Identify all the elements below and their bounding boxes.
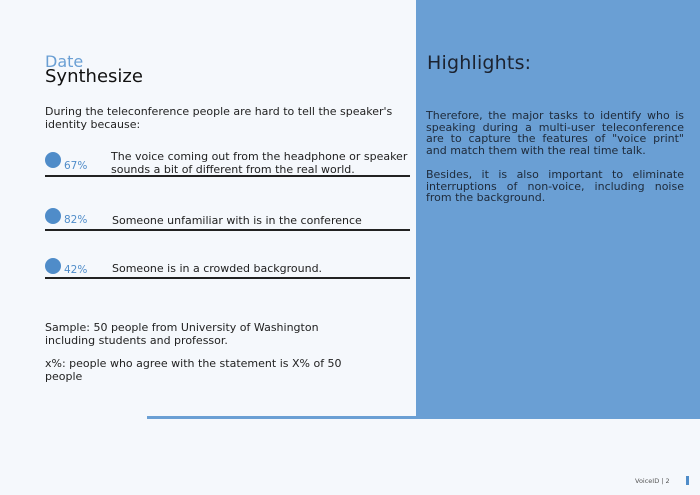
stat-divider <box>45 277 410 279</box>
stat-dot-icon <box>45 152 61 168</box>
stat-percent: 82% <box>64 214 88 226</box>
highlights-paragraph-1: Therefore, the major tasks to identify who is speaking during a multi-user teleconference are to capture the features of "voice print" and match them with the real time talk. <box>426 109 684 157</box>
bottom-accent-line <box>147 416 700 419</box>
stat-text: Someone unfamiliar with is in the conference <box>112 214 362 227</box>
legend-note: x%: people who agree with the statement is X% of 50 people <box>45 357 342 383</box>
sample-text: Sample: 50 people from University of Washington including students and professor. <box>45 321 319 347</box>
stat-divider <box>45 175 410 177</box>
stat-text: Someone is in a crowded background. <box>112 262 323 275</box>
footer-marker-icon <box>686 476 689 485</box>
highlights-title: Highlights: <box>427 52 532 74</box>
title-date: Date <box>45 52 84 71</box>
intro-text: During the teleconference people are hard to tell the speaker's identity because: <box>45 105 393 131</box>
title-synthesize: Synthesize <box>45 66 143 87</box>
stat-dot-icon <box>45 208 61 224</box>
footer-page-label: VoiceID | 2 <box>635 477 670 485</box>
highlights-paragraph-2: Besides, it is also important to eliminate interruptions of non-voice, including noise from the background. <box>426 168 684 204</box>
stat-text: The voice coming out from the headphone or speaker sounds a bit of different from the real world. <box>111 150 408 176</box>
stat-divider <box>45 229 410 231</box>
stat-percent: 42% <box>64 264 88 276</box>
stat-percent: 67% <box>64 160 88 172</box>
stat-dot-icon <box>45 258 61 274</box>
